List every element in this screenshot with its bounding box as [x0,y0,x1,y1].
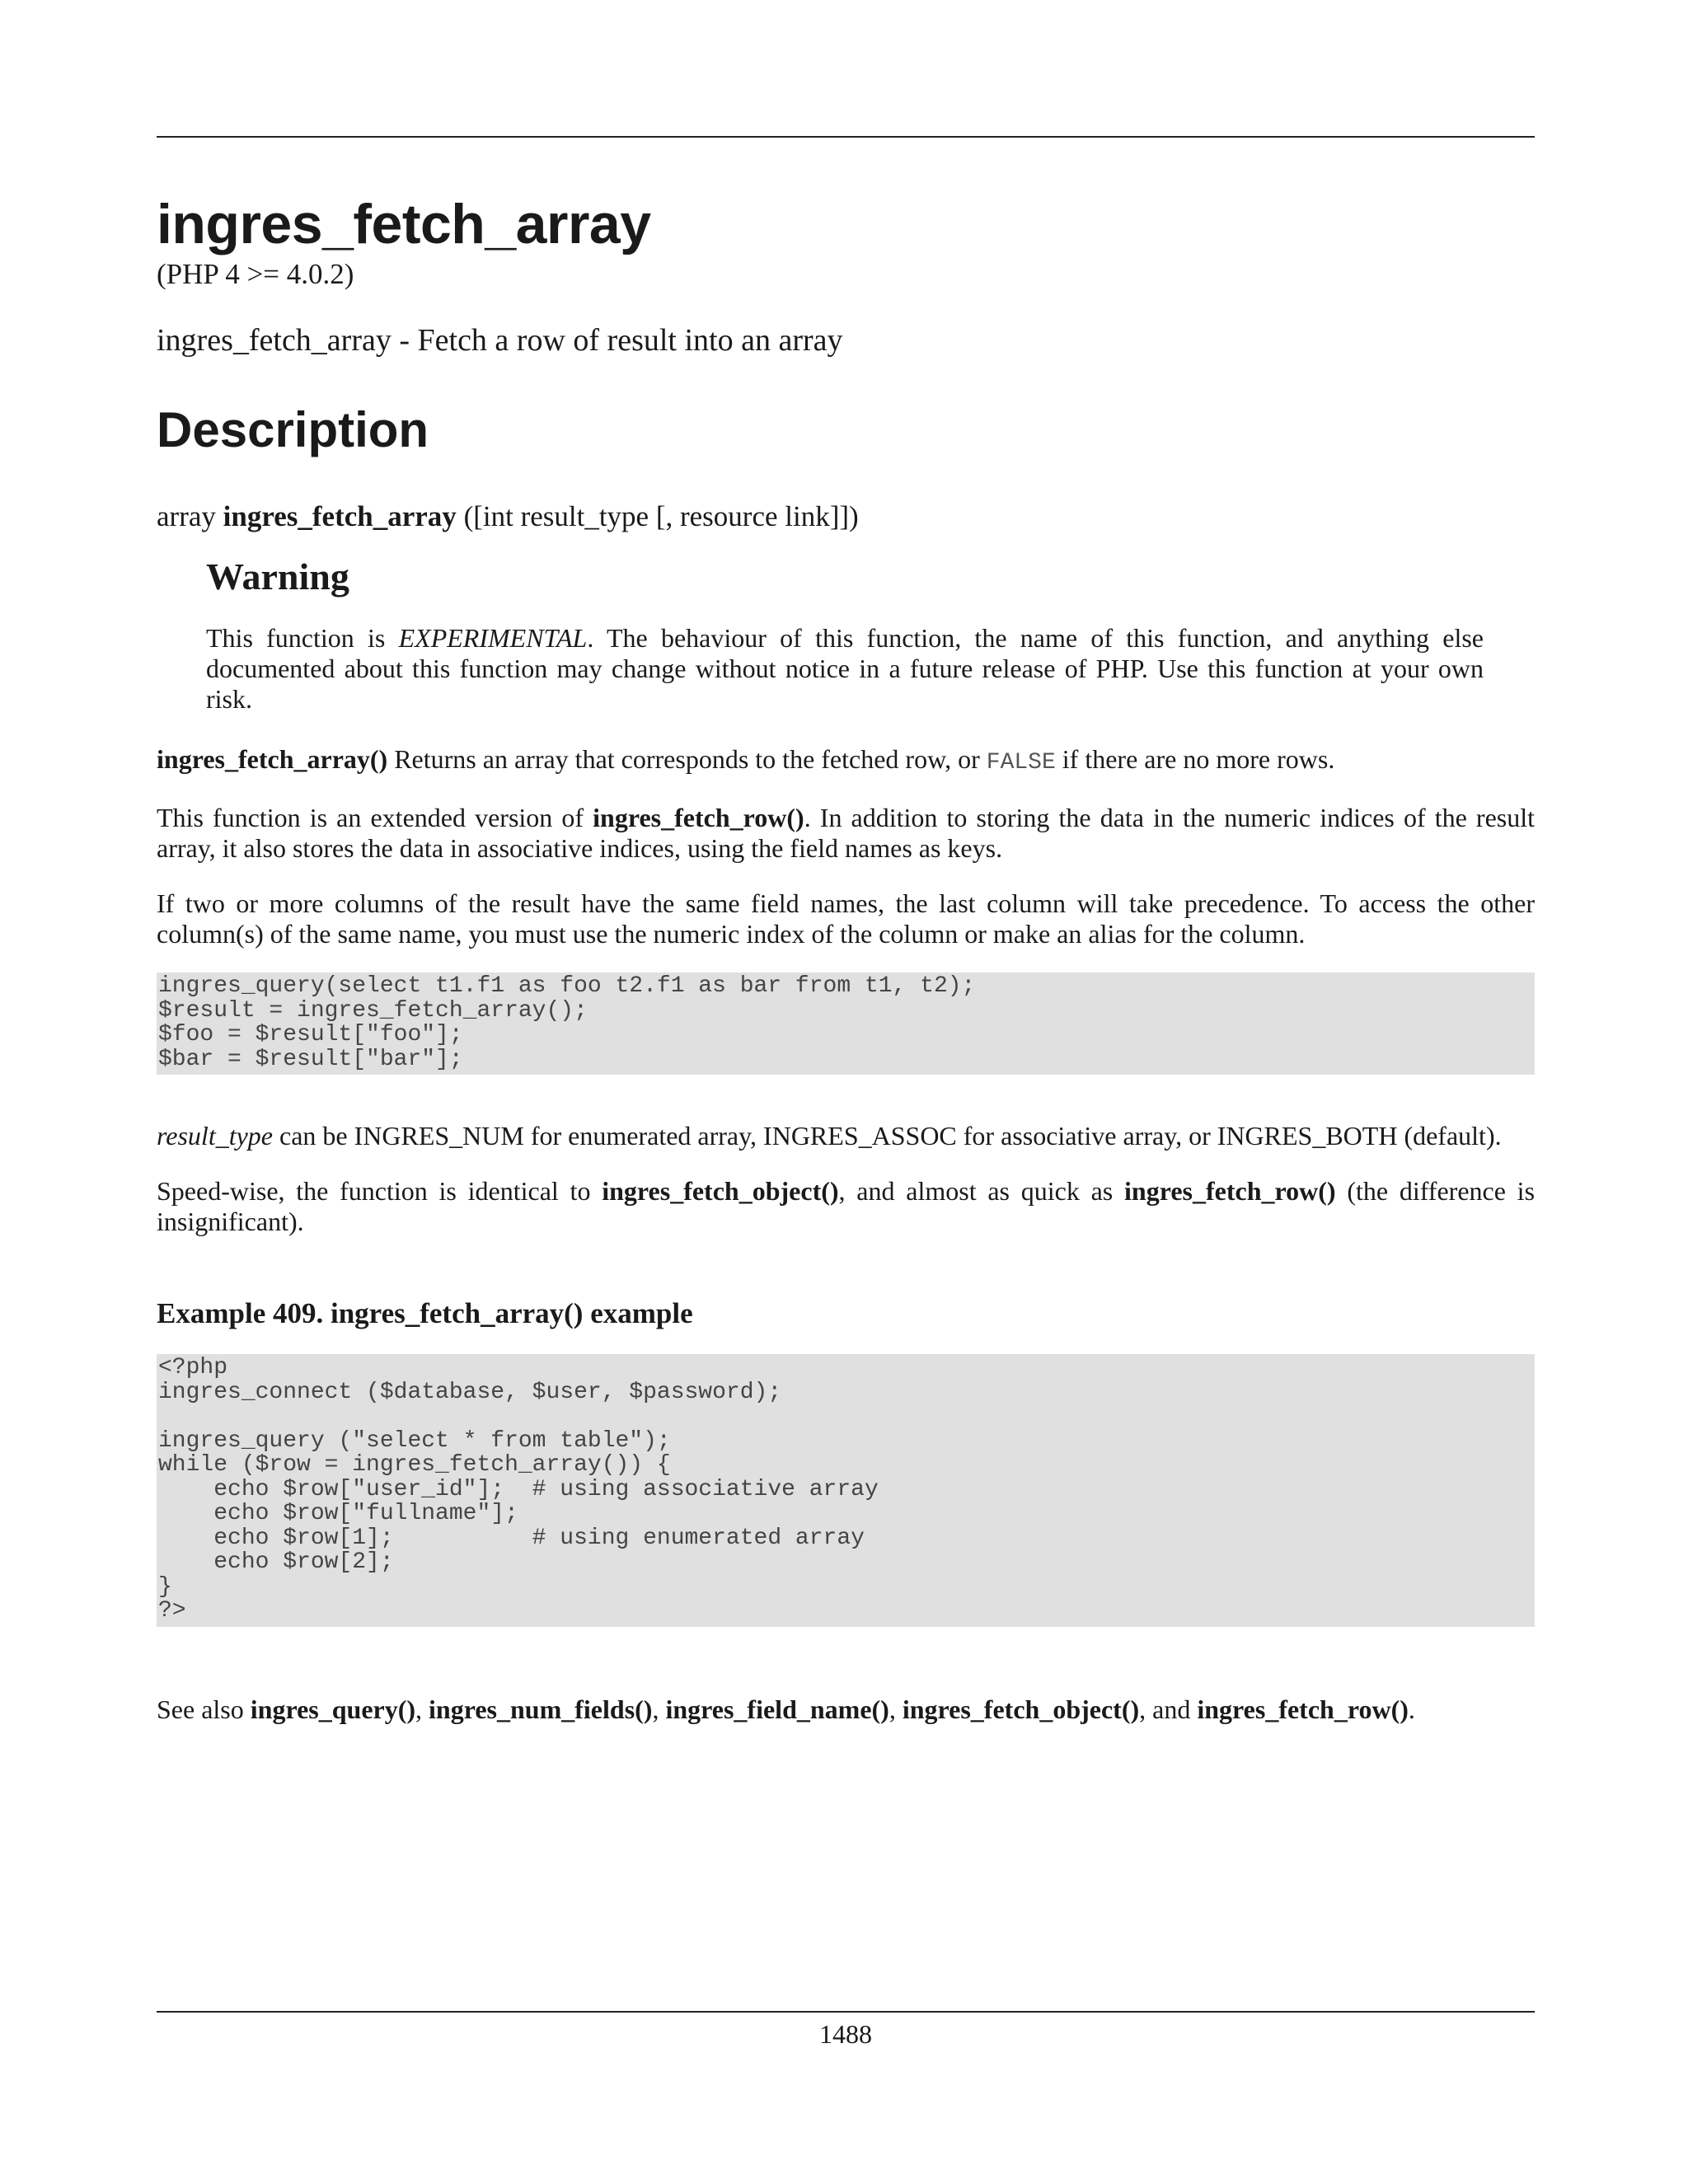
see-also-suffix: . [1408,1694,1415,1724]
result-type-paragraph [157,1121,1535,1151]
section-title: Description [157,402,429,457]
speed-paragraph [157,1176,1535,1237]
see-also-sep-and: , and [1139,1694,1198,1724]
para2-text-after: . In addition to storing the data in the numeric indices of the result array, it also stores the data in associative indices, using the field names as keys. [157,803,1536,863]
para5-text-mid: , and almost as quick as [838,1176,1125,1206]
example-title: Example 409. ingres_fetch_array() example [157,1297,693,1329]
see-also-paragraph [157,1694,1535,1725]
para1-text-end: if there are no more rows. [1055,744,1335,774]
synopsis-params: ([int result_type [, resource link]]) [463,500,859,532]
see-also-sep: , [415,1694,429,1724]
see-also-sep: , [652,1694,666,1724]
synopsis-function-name: ingres_fetch_array [223,500,457,532]
page-number: 1488 [819,2019,872,2049]
warning-emphasis: EXPERIMENTAL [398,623,588,653]
version-info: (PHP 4 >= 4.0.2) [157,258,354,290]
synopsis-return-type: array [157,500,216,532]
ref-purpose: ingres_fetch_array - Fetch a row of result into an array [157,323,843,358]
extended-version-paragraph [157,803,1535,864]
para2-text-before: This function is an extended version of [157,803,593,832]
param-result-type: result_type [157,1121,273,1151]
footer-rule [157,2011,1535,2013]
see-also-ingres-num-fields: ingres_num_fields() [429,1694,653,1724]
code-listing-example: <?php ingres_connect ($database, $user, $password); ingres_query ("select * from table"); while ($row = ingres_fetch_array()) { echo $row["user_id"]; # using associative array echo $row["fullname"]; echo $row[1]; # using enumerated array echo $row[2]; } ?> [157,1354,1535,1627]
see-also-ingres-query: ingres_query() [250,1694,416,1724]
para5-text-after: (the difference is insignificant). [157,1176,1536,1236]
warning-text-before: This function is [206,623,399,653]
see-also-prefix: See also [157,1694,251,1724]
warning-title: Warning [206,555,349,598]
return-value-paragraph [157,744,1535,778]
func-ref-fetch-array: ingres_fetch_array() [157,744,388,774]
func-ref-fetch-row-2: ingres_fetch_row() [1124,1176,1336,1206]
para5-text-before: Speed-wise, the function is identical to [157,1176,603,1206]
function-title: ingres_fetch_array [157,193,651,255]
para1-text: Returns an array that corresponds to the fetched row, or [387,744,987,774]
function-synopsis [157,499,1535,534]
document-page [157,0,1535,2184]
see-also-ingres-field-name: ingres_field_name() [665,1694,889,1724]
same-field-names-paragraph: If two or more columns of the result have the same field names, the last column will take precedence. To access the other column(s) of the same name, you must use the numeric index of the column or make an alias for the column. [157,888,1535,949]
func-ref-fetch-object: ingres_fetch_object() [602,1176,839,1206]
see-also-ingres-fetch-row: ingres_fetch_row() [1197,1694,1409,1724]
func-ref-fetch-row: ingres_fetch_row() [593,803,804,832]
warning-box [206,554,1484,715]
warning-text [206,623,1484,715]
constant-false: FALSE [986,750,1056,776]
header-rule [157,136,1535,138]
warning-text-after: . The behaviour of this function, the name of this function, and anything else documented about this function may change without notice in a future release of PHP. Use this function at your own risk. [206,623,1484,714]
para4-text: can be INGRES_NUM for enumerated array, INGRES_ASSOC for associative array, or INGRES_BOTH (default). [273,1121,1502,1151]
see-also-sep: , [889,1694,903,1724]
page-content [157,191,1535,1725]
code-listing-alias: ingres_query(select t1.f1 as foo t2.f1 as bar from t1, t2); $result = ingres_fetch_array(); $foo = $result["foo"]; $bar = $result["bar"]; [157,972,1535,1075]
see-also-ingres-fetch-object: ingres_fetch_object() [902,1694,1140,1724]
